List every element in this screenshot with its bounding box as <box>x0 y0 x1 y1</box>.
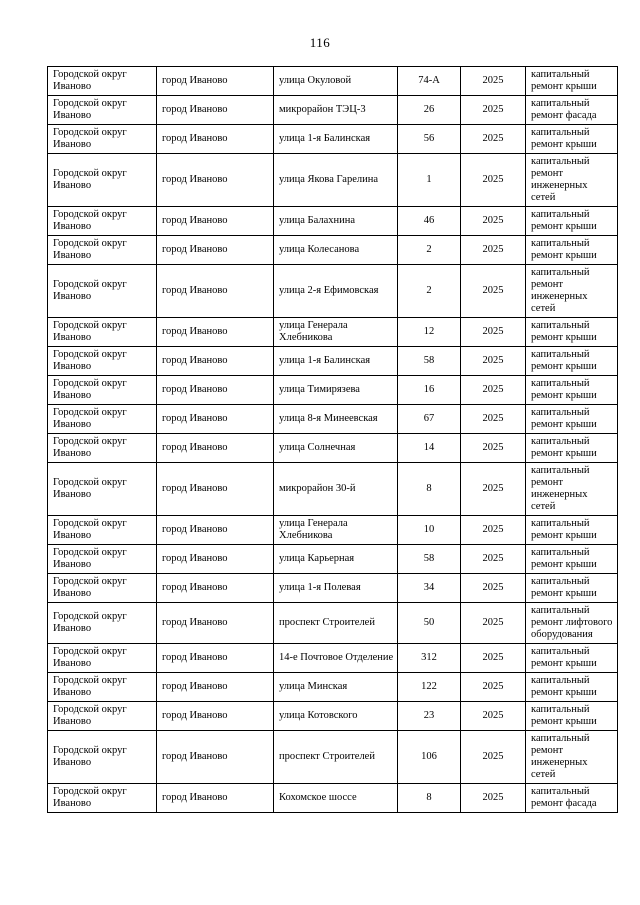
cell-work-type: капитальный ремонт фасада <box>526 96 618 125</box>
cell-municipality: Городской округ Иваново <box>48 236 157 265</box>
cell-city: город Иваново <box>157 545 274 574</box>
cell-year: 2025 <box>461 265 526 318</box>
cell-street: улица Колесанова <box>274 236 398 265</box>
table-row <box>48 574 618 603</box>
cell-city: город Иваново <box>157 125 274 154</box>
table-row <box>48 376 618 405</box>
cell-city: город Иваново <box>157 434 274 463</box>
table-row <box>48 154 618 207</box>
cell-house-number: 26 <box>398 96 461 125</box>
table-row <box>48 67 618 96</box>
cell-year: 2025 <box>461 96 526 125</box>
repair-table <box>47 66 618 813</box>
cell-house-number: 10 <box>398 516 461 545</box>
page-number: 116 <box>309 35 331 50</box>
cell-street: улица 8-я Минеевская <box>274 405 398 434</box>
cell-city: город Иваново <box>157 673 274 702</box>
cell-municipality: Городской округ Иваново <box>48 702 157 731</box>
cell-street: Кохомское шоссе <box>274 784 398 813</box>
cell-year: 2025 <box>461 463 526 516</box>
cell-street: улица Окуловой <box>274 67 398 96</box>
table-row <box>48 731 618 784</box>
cell-street: улица Балахнина <box>274 207 398 236</box>
cell-year: 2025 <box>461 574 526 603</box>
cell-street: 14-е Почтовое Отделение <box>274 644 398 673</box>
cell-city: город Иваново <box>157 405 274 434</box>
cell-year: 2025 <box>461 731 526 784</box>
cell-municipality: Городской округ Иваново <box>48 96 157 125</box>
cell-city: город Иваново <box>157 67 274 96</box>
cell-municipality: Городской округ Иваново <box>48 318 157 347</box>
cell-street: микрорайон ТЭЦ-3 <box>274 96 398 125</box>
cell-work-type: капитальный ремонт крыши <box>526 673 618 702</box>
cell-street: улица Солнечная <box>274 434 398 463</box>
cell-street: микрорайон 30-й <box>274 463 398 516</box>
cell-street: улица Генерала Хлебникова <box>274 516 398 545</box>
cell-city: город Иваново <box>157 154 274 207</box>
cell-house-number: 1 <box>398 154 461 207</box>
cell-municipality: Городской округ Иваново <box>48 125 157 154</box>
cell-work-type: капитальный ремонт крыши <box>526 702 618 731</box>
cell-work-type: капитальный ремонт крыши <box>526 236 618 265</box>
cell-work-type: капитальный ремонт фасада <box>526 784 618 813</box>
cell-work-type: капитальный ремонт инженерных сетей <box>526 154 618 207</box>
cell-street: проспект Строителей <box>274 603 398 644</box>
cell-year: 2025 <box>461 67 526 96</box>
cell-house-number: 106 <box>398 731 461 784</box>
cell-municipality: Городской округ Иваново <box>48 603 157 644</box>
cell-street: улица 1-я Полевая <box>274 574 398 603</box>
table-row <box>48 96 618 125</box>
cell-work-type: капитальный ремонт крыши <box>526 545 618 574</box>
cell-year: 2025 <box>461 702 526 731</box>
cell-city: город Иваново <box>157 574 274 603</box>
cell-house-number: 8 <box>398 784 461 813</box>
cell-work-type: капитальный ремонт инженерных сетей <box>526 265 618 318</box>
cell-municipality: Городской округ Иваново <box>48 207 157 236</box>
cell-house-number: 46 <box>398 207 461 236</box>
cell-work-type: капитальный ремонт крыши <box>526 405 618 434</box>
cell-house-number: 14 <box>398 434 461 463</box>
table-row <box>48 265 618 318</box>
cell-work-type: капитальный ремонт инженерных сетей <box>526 463 618 516</box>
cell-year: 2025 <box>461 545 526 574</box>
table-row <box>48 125 618 154</box>
cell-street: улица Карьерная <box>274 545 398 574</box>
cell-year: 2025 <box>461 784 526 813</box>
cell-year: 2025 <box>461 207 526 236</box>
cell-work-type: капитальный ремонт крыши <box>526 347 618 376</box>
cell-city: город Иваново <box>157 96 274 125</box>
cell-year: 2025 <box>461 236 526 265</box>
cell-municipality: Городской округ Иваново <box>48 67 157 96</box>
cell-city: город Иваново <box>157 347 274 376</box>
cell-house-number: 50 <box>398 603 461 644</box>
cell-municipality: Городской округ Иваново <box>48 545 157 574</box>
cell-work-type: капитальный ремонт крыши <box>526 376 618 405</box>
cell-municipality: Городской округ Иваново <box>48 154 157 207</box>
cell-municipality: Городской округ Иваново <box>48 434 157 463</box>
table-row <box>48 603 618 644</box>
table-row <box>48 463 618 516</box>
table-row <box>48 434 618 463</box>
cell-street: проспект Строителей <box>274 731 398 784</box>
cell-city: город Иваново <box>157 318 274 347</box>
cell-year: 2025 <box>461 603 526 644</box>
cell-street: улица Минская <box>274 673 398 702</box>
cell-city: город Иваново <box>157 784 274 813</box>
cell-work-type: капитальный ремонт крыши <box>526 67 618 96</box>
cell-year: 2025 <box>461 644 526 673</box>
table-row <box>48 784 618 813</box>
table-row <box>48 236 618 265</box>
table-row <box>48 644 618 673</box>
cell-city: город Иваново <box>157 516 274 545</box>
cell-house-number: 58 <box>398 347 461 376</box>
cell-street: улица Якова Гарелина <box>274 154 398 207</box>
cell-work-type: капитальный ремонт крыши <box>526 207 618 236</box>
table-row <box>48 545 618 574</box>
cell-municipality: Городской округ Иваново <box>48 673 157 702</box>
cell-city: город Иваново <box>157 265 274 318</box>
cell-city: город Иваново <box>157 603 274 644</box>
cell-house-number: 74-А <box>398 67 461 96</box>
table-row <box>48 405 618 434</box>
cell-year: 2025 <box>461 318 526 347</box>
cell-municipality: Городской округ Иваново <box>48 463 157 516</box>
cell-house-number: 2 <box>398 236 461 265</box>
cell-year: 2025 <box>461 516 526 545</box>
cell-municipality: Городской округ Иваново <box>48 644 157 673</box>
cell-work-type: капитальный ремонт инженерных сетей <box>526 731 618 784</box>
cell-municipality: Городской округ Иваново <box>48 784 157 813</box>
cell-work-type: капитальный ремонт крыши <box>526 574 618 603</box>
table-row <box>48 673 618 702</box>
cell-house-number: 67 <box>398 405 461 434</box>
table-row <box>48 516 618 545</box>
cell-street: улица Генерала Хлебникова <box>274 318 398 347</box>
cell-year: 2025 <box>461 434 526 463</box>
cell-work-type: капитальный ремонт крыши <box>526 318 618 347</box>
cell-municipality: Городской округ Иваново <box>48 574 157 603</box>
cell-house-number: 312 <box>398 644 461 673</box>
cell-house-number: 34 <box>398 574 461 603</box>
cell-work-type: капитальный ремонт крыши <box>526 644 618 673</box>
cell-house-number: 12 <box>398 318 461 347</box>
cell-work-type: капитальный ремонт крыши <box>526 434 618 463</box>
cell-house-number: 23 <box>398 702 461 731</box>
cell-house-number: 122 <box>398 673 461 702</box>
repair-table-body <box>48 67 618 813</box>
cell-house-number: 16 <box>398 376 461 405</box>
cell-work-type: капитальный ремонт крыши <box>526 516 618 545</box>
cell-year: 2025 <box>461 154 526 207</box>
cell-house-number: 2 <box>398 265 461 318</box>
cell-work-type: капитальный ремонт лифтового оборудования <box>526 603 618 644</box>
table-row <box>48 347 618 376</box>
cell-city: город Иваново <box>157 463 274 516</box>
cell-year: 2025 <box>461 125 526 154</box>
cell-municipality: Городской округ Иваново <box>48 516 157 545</box>
cell-municipality: Городской округ Иваново <box>48 376 157 405</box>
cell-city: город Иваново <box>157 731 274 784</box>
table-row <box>48 702 618 731</box>
cell-year: 2025 <box>461 405 526 434</box>
cell-city: город Иваново <box>157 376 274 405</box>
cell-city: город Иваново <box>157 702 274 731</box>
table-row <box>48 207 618 236</box>
cell-street: улица Котовского <box>274 702 398 731</box>
cell-street: улица 1-я Балинская <box>274 125 398 154</box>
cell-city: город Иваново <box>157 236 274 265</box>
cell-municipality: Городской округ Иваново <box>48 347 157 376</box>
cell-year: 2025 <box>461 376 526 405</box>
cell-street: улица Тимирязева <box>274 376 398 405</box>
cell-street: улица 1-я Балинская <box>274 347 398 376</box>
cell-work-type: капитальный ремонт крыши <box>526 125 618 154</box>
cell-house-number: 56 <box>398 125 461 154</box>
cell-year: 2025 <box>461 673 526 702</box>
cell-city: город Иваново <box>157 644 274 673</box>
cell-municipality: Городской округ Иваново <box>48 265 157 318</box>
cell-house-number: 58 <box>398 545 461 574</box>
cell-municipality: Городской округ Иваново <box>48 731 157 784</box>
cell-house-number: 8 <box>398 463 461 516</box>
table-row <box>48 318 618 347</box>
cell-municipality: Городской округ Иваново <box>48 405 157 434</box>
cell-city: город Иваново <box>157 207 274 236</box>
cell-year: 2025 <box>461 347 526 376</box>
cell-street: улица 2-я Ефимовская <box>274 265 398 318</box>
